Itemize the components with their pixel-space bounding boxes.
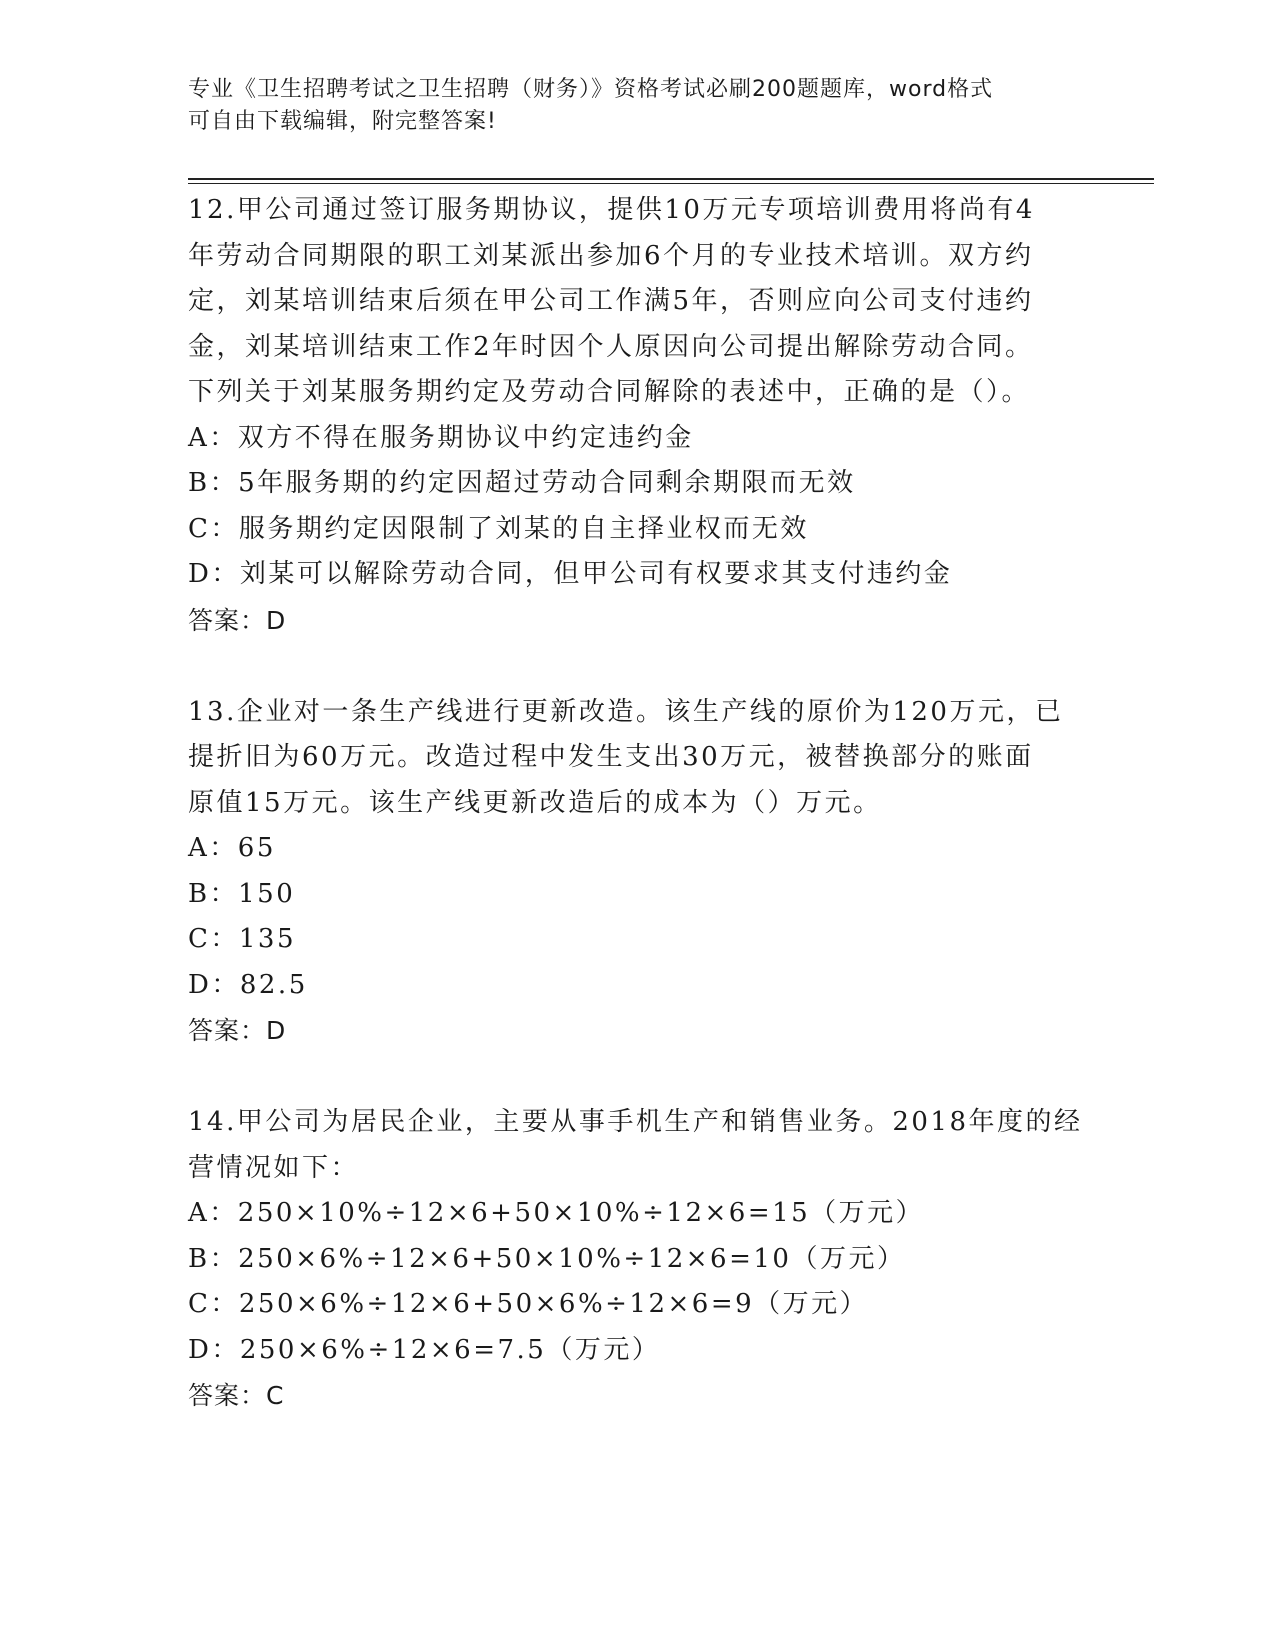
header-divider-thin	[188, 183, 1154, 184]
question-14	[188, 1100, 1088, 1419]
answer-label: 答案：D	[188, 1016, 287, 1045]
option-c: C：250×6%÷12×6+50×6%÷12×6=9（万元）	[188, 1289, 869, 1319]
header-title-line-1: 专业《卫生招聘考试之卫生招聘（财务）》资格考试必刷200题题库，word格式	[188, 77, 994, 102]
option-b: B：150	[188, 878, 296, 909]
question-list	[188, 188, 1088, 1419]
option-c: C：服务期约定因限制了刘某的自主择业权而无效	[188, 513, 809, 544]
question-13	[188, 690, 1088, 1055]
question-stem-line: 原值15万元。该生产线更新改造后的成本为（）万元。	[188, 787, 882, 818]
header-divider-thick	[188, 178, 1154, 180]
header-title-line-2: 可自由下载编辑，附完整答案!	[188, 109, 497, 134]
option-a: A：250×10%÷12×6+50×10%÷12×6=15（万元）	[188, 1198, 925, 1228]
option-a: A：65	[188, 833, 276, 863]
option-b: B：5年服务期的约定因超过劳动合同剩余期限而无效	[188, 468, 856, 498]
question-stem-line: 12.甲公司通过签订服务期协议，提供10万元专项培训费用将尚有4	[188, 195, 1035, 225]
question-stem-line: 13.企业对一条生产线进行更新改造。该生产线的原价为120万元，已	[188, 696, 1064, 727]
question-stem-line: 定，刘某培训结束后须在甲公司工作满5年，否则应向公司支付违约	[188, 286, 1034, 316]
document-header	[188, 74, 1088, 138]
question-12	[188, 188, 1088, 644]
question-stem-line: 年劳动合同期限的职工刘某派出参加6个月的专业技术培训。双方约	[188, 240, 1034, 271]
question-stem-line: 金，刘某培训结束工作2年时因个人原因向公司提出解除劳动合同。	[188, 331, 1034, 362]
answer-label: 答案：D	[188, 605, 287, 635]
option-a: A：双方不得在服务期协议中约定违约金	[188, 422, 694, 453]
question-stem-line: 下列关于刘某服务期约定及劳动合同解除的表述中，正确的是（）。	[188, 377, 1031, 407]
option-b: B：250×6%÷12×6+50×10%÷12×6=10（万元）	[188, 1243, 906, 1274]
question-separator	[188, 644, 1088, 690]
question-stem-line: 营情况如下：	[188, 1152, 360, 1183]
question-separator	[188, 1054, 1088, 1100]
question-stem-line: 提折旧为60万元。改造过程中发生支出30万元，被替换部分的账面	[188, 742, 1034, 772]
option-c: C：135	[188, 924, 297, 954]
answer-label: 答案：C	[188, 1381, 285, 1410]
option-d: D：250×6%÷12×6=7.5（万元）	[188, 1334, 661, 1365]
option-d: D：82.5	[188, 969, 308, 1000]
question-stem-line: 14.甲公司为居民企业，主要从事手机生产和销售业务。2018年度的经	[188, 1107, 1083, 1137]
option-d: D：刘某可以解除劳动合同，但甲公司有权要求其支付违约金	[188, 559, 953, 589]
